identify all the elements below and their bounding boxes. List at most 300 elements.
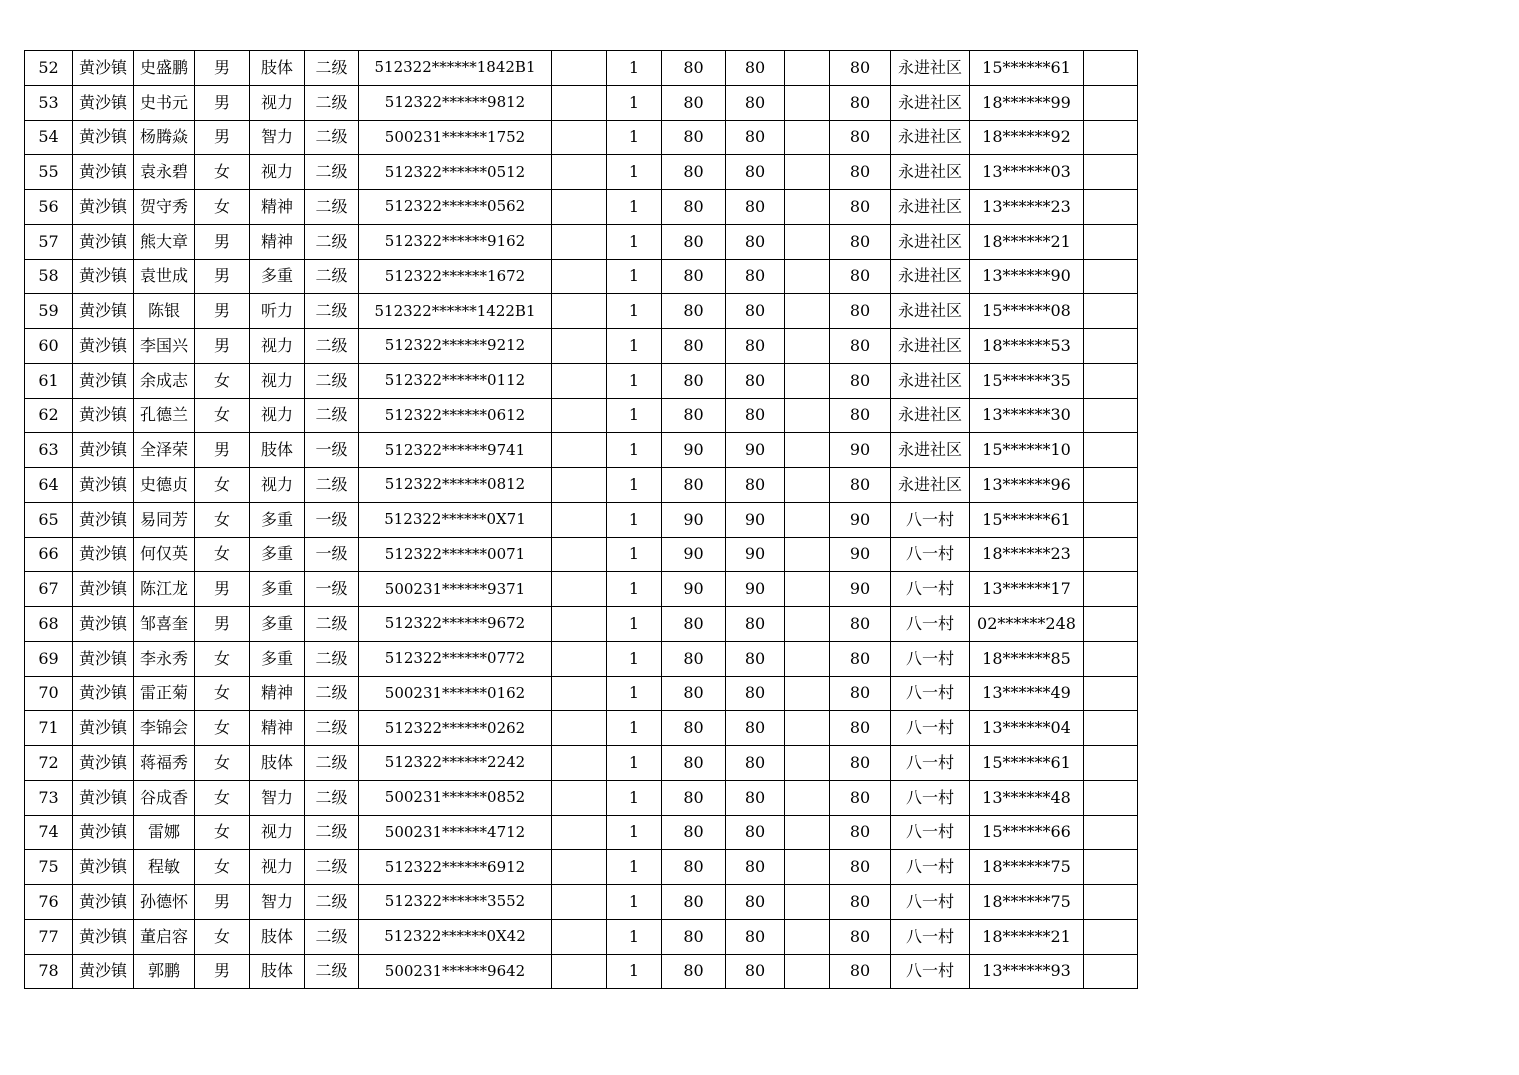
cell-gender: 女 [195, 190, 250, 225]
cell-amount-total: 80 [830, 120, 891, 155]
cell-remark [1084, 190, 1138, 225]
cell-name: 雷正菊 [134, 676, 195, 711]
cell-blank-col-2 [785, 780, 830, 815]
cell-community: 永进社区 [891, 190, 970, 225]
cell-name: 何仅英 [134, 537, 195, 572]
cell-blank-col [552, 746, 607, 781]
cell-blank-col-2 [785, 885, 830, 920]
cell-blank-col [552, 850, 607, 885]
cell-row-number: 64 [25, 468, 73, 503]
cell-gender: 女 [195, 398, 250, 433]
cell-blank-col [552, 433, 607, 468]
cell-row-number: 77 [25, 919, 73, 954]
cell-remark [1084, 85, 1138, 120]
cell-amount-a: 80 [662, 746, 726, 781]
cell-amount-b: 80 [726, 51, 785, 86]
cell-id-number: 500231******1752 [359, 120, 552, 155]
cell-disability-type: 肢体 [250, 51, 305, 86]
cell-amount-b: 90 [726, 433, 785, 468]
cell-row-number: 59 [25, 294, 73, 329]
cell-blank-col [552, 815, 607, 850]
cell-blank-col [552, 468, 607, 503]
cell-count: 1 [607, 780, 662, 815]
cell-amount-b: 80 [726, 850, 785, 885]
table-body [25, 51, 1138, 989]
cell-disability-level: 一级 [305, 572, 359, 607]
cell-name: 李国兴 [134, 329, 195, 364]
cell-phone: 18******99 [970, 85, 1084, 120]
cell-row-number: 58 [25, 259, 73, 294]
cell-disability-level: 二级 [305, 329, 359, 364]
cell-phone: 15******66 [970, 815, 1084, 850]
cell-amount-a: 80 [662, 155, 726, 190]
cell-blank-col [552, 607, 607, 642]
cell-amount-b: 90 [726, 572, 785, 607]
cell-amount-a: 80 [662, 676, 726, 711]
cell-town: 黄沙镇 [73, 502, 134, 537]
cell-disability-type: 视力 [250, 850, 305, 885]
cell-id-number: 500231******0852 [359, 780, 552, 815]
cell-blank-col [552, 641, 607, 676]
cell-disability-level: 二级 [305, 919, 359, 954]
cell-gender: 男 [195, 224, 250, 259]
cell-phone: 15******35 [970, 363, 1084, 398]
cell-amount-a: 80 [662, 51, 726, 86]
cell-town: 黄沙镇 [73, 676, 134, 711]
table-row [25, 746, 1138, 781]
cell-disability-type: 肢体 [250, 433, 305, 468]
cell-amount-b: 80 [726, 641, 785, 676]
cell-blank-col [552, 919, 607, 954]
cell-remark [1084, 224, 1138, 259]
cell-name: 袁世成 [134, 259, 195, 294]
cell-phone: 13******48 [970, 780, 1084, 815]
cell-disability-level: 二级 [305, 224, 359, 259]
cell-blank-col [552, 51, 607, 86]
cell-disability-level: 一级 [305, 433, 359, 468]
cell-row-number: 53 [25, 85, 73, 120]
cell-disability-level: 二级 [305, 676, 359, 711]
cell-row-number: 72 [25, 746, 73, 781]
cell-disability-type: 视力 [250, 398, 305, 433]
cell-remark [1084, 155, 1138, 190]
cell-amount-b: 80 [726, 294, 785, 329]
cell-row-number: 67 [25, 572, 73, 607]
cell-blank-col-2 [785, 572, 830, 607]
cell-remark [1084, 607, 1138, 642]
cell-disability-level: 二级 [305, 190, 359, 225]
cell-gender: 女 [195, 919, 250, 954]
cell-amount-total: 80 [830, 954, 891, 989]
cell-community: 永进社区 [891, 294, 970, 329]
cell-amount-a: 80 [662, 954, 726, 989]
cell-town: 黄沙镇 [73, 850, 134, 885]
cell-row-number: 73 [25, 780, 73, 815]
cell-amount-total: 80 [830, 85, 891, 120]
cell-town: 黄沙镇 [73, 711, 134, 746]
cell-community: 八一村 [891, 885, 970, 920]
cell-blank-col-2 [785, 537, 830, 572]
cell-community: 八一村 [891, 746, 970, 781]
cell-disability-type: 精神 [250, 224, 305, 259]
cell-town: 黄沙镇 [73, 85, 134, 120]
cell-amount-total: 80 [830, 885, 891, 920]
cell-row-number: 76 [25, 885, 73, 920]
cell-town: 黄沙镇 [73, 51, 134, 86]
cell-community: 八一村 [891, 919, 970, 954]
cell-phone: 15******08 [970, 294, 1084, 329]
cell-disability-level: 二级 [305, 294, 359, 329]
cell-name: 贺守秀 [134, 190, 195, 225]
cell-amount-a: 80 [662, 190, 726, 225]
cell-blank-col [552, 885, 607, 920]
cell-blank-col [552, 190, 607, 225]
cell-community: 永进社区 [891, 51, 970, 86]
cell-row-number: 63 [25, 433, 73, 468]
cell-remark [1084, 641, 1138, 676]
cell-phone: 18******53 [970, 329, 1084, 364]
cell-count: 1 [607, 363, 662, 398]
cell-disability-level: 二级 [305, 85, 359, 120]
table-row [25, 329, 1138, 364]
cell-name: 孙德怀 [134, 885, 195, 920]
table-row [25, 259, 1138, 294]
cell-town: 黄沙镇 [73, 885, 134, 920]
cell-name: 郭鹏 [134, 954, 195, 989]
cell-disability-type: 多重 [250, 259, 305, 294]
cell-gender: 女 [195, 780, 250, 815]
cell-id-number: 512322******9741 [359, 433, 552, 468]
cell-amount-total: 90 [830, 433, 891, 468]
cell-amount-b: 80 [726, 329, 785, 364]
cell-name: 邹喜奎 [134, 607, 195, 642]
cell-row-number: 57 [25, 224, 73, 259]
table-row [25, 850, 1138, 885]
cell-amount-b: 80 [726, 259, 785, 294]
cell-phone: 13******49 [970, 676, 1084, 711]
cell-town: 黄沙镇 [73, 155, 134, 190]
cell-disability-level: 二级 [305, 954, 359, 989]
cell-phone: 15******61 [970, 502, 1084, 537]
cell-row-number: 54 [25, 120, 73, 155]
cell-blank-col [552, 502, 607, 537]
cell-remark [1084, 954, 1138, 989]
cell-amount-total: 80 [830, 51, 891, 86]
cell-blank-col-2 [785, 329, 830, 364]
cell-name: 谷成香 [134, 780, 195, 815]
cell-blank-col-2 [785, 954, 830, 989]
cell-disability-type: 视力 [250, 155, 305, 190]
cell-count: 1 [607, 224, 662, 259]
cell-id-number: 512322******9812 [359, 85, 552, 120]
cell-phone: 02******248 [970, 607, 1084, 642]
cell-row-number: 55 [25, 155, 73, 190]
cell-community: 永进社区 [891, 155, 970, 190]
table-row [25, 502, 1138, 537]
cell-community: 八一村 [891, 815, 970, 850]
cell-id-number: 512322******0562 [359, 190, 552, 225]
cell-amount-total: 80 [830, 224, 891, 259]
cell-count: 1 [607, 641, 662, 676]
cell-gender: 女 [195, 641, 250, 676]
cell-disability-level: 二级 [305, 51, 359, 86]
table-row [25, 433, 1138, 468]
cell-amount-a: 80 [662, 711, 726, 746]
cell-disability-level: 二级 [305, 363, 359, 398]
cell-count: 1 [607, 433, 662, 468]
cell-gender: 女 [195, 815, 250, 850]
cell-amount-a: 90 [662, 537, 726, 572]
cell-blank-col-2 [785, 120, 830, 155]
cell-row-number: 65 [25, 502, 73, 537]
cell-remark [1084, 329, 1138, 364]
cell-blank-col [552, 85, 607, 120]
cell-gender: 男 [195, 572, 250, 607]
cell-town: 黄沙镇 [73, 537, 134, 572]
cell-phone: 13******30 [970, 398, 1084, 433]
cell-community: 八一村 [891, 780, 970, 815]
cell-disability-level: 一级 [305, 502, 359, 537]
cell-disability-level: 二级 [305, 398, 359, 433]
cell-phone: 13******93 [970, 954, 1084, 989]
cell-name: 孔德兰 [134, 398, 195, 433]
cell-phone: 13******96 [970, 468, 1084, 503]
cell-disability-level: 二级 [305, 607, 359, 642]
cell-amount-b: 80 [726, 363, 785, 398]
cell-amount-total: 80 [830, 398, 891, 433]
cell-amount-total: 90 [830, 502, 891, 537]
cell-phone: 13******03 [970, 155, 1084, 190]
cell-amount-a: 80 [662, 224, 726, 259]
table-row [25, 954, 1138, 989]
cell-community: 八一村 [891, 572, 970, 607]
cell-gender: 男 [195, 259, 250, 294]
cell-gender: 男 [195, 329, 250, 364]
cell-amount-b: 80 [726, 85, 785, 120]
cell-blank-col [552, 780, 607, 815]
cell-town: 黄沙镇 [73, 572, 134, 607]
cell-phone: 18******85 [970, 641, 1084, 676]
cell-blank-col-2 [785, 468, 830, 503]
cell-disability-level: 二级 [305, 259, 359, 294]
cell-blank-col [552, 294, 607, 329]
cell-name: 余成志 [134, 363, 195, 398]
cell-phone: 18******23 [970, 537, 1084, 572]
cell-blank-col-2 [785, 51, 830, 86]
cell-amount-total: 80 [830, 780, 891, 815]
cell-amount-total: 80 [830, 363, 891, 398]
cell-blank-col-2 [785, 641, 830, 676]
table-row [25, 120, 1138, 155]
cell-remark [1084, 51, 1138, 86]
cell-name: 袁永碧 [134, 155, 195, 190]
cell-row-number: 60 [25, 329, 73, 364]
cell-id-number: 500231******0162 [359, 676, 552, 711]
cell-community: 永进社区 [891, 433, 970, 468]
cell-amount-a: 80 [662, 294, 726, 329]
cell-id-number: 512322******0X42 [359, 919, 552, 954]
cell-count: 1 [607, 711, 662, 746]
cell-blank-col-2 [785, 607, 830, 642]
cell-id-number: 512322******0071 [359, 537, 552, 572]
cell-phone: 18******75 [970, 885, 1084, 920]
cell-blank-col [552, 155, 607, 190]
cell-name: 史盛鹏 [134, 51, 195, 86]
cell-amount-b: 80 [726, 224, 785, 259]
cell-count: 1 [607, 51, 662, 86]
cell-amount-a: 80 [662, 329, 726, 364]
cell-town: 黄沙镇 [73, 120, 134, 155]
cell-amount-total: 80 [830, 190, 891, 225]
cell-count: 1 [607, 502, 662, 537]
cell-id-number: 500231******4712 [359, 815, 552, 850]
cell-gender: 女 [195, 850, 250, 885]
cell-disability-type: 智力 [250, 885, 305, 920]
cell-remark [1084, 815, 1138, 850]
cell-amount-b: 80 [726, 954, 785, 989]
cell-count: 1 [607, 155, 662, 190]
table-row [25, 398, 1138, 433]
cell-amount-a: 80 [662, 120, 726, 155]
cell-id-number: 512322******9672 [359, 607, 552, 642]
cell-remark [1084, 711, 1138, 746]
cell-blank-col [552, 572, 607, 607]
cell-amount-total: 80 [830, 746, 891, 781]
table-row [25, 676, 1138, 711]
cell-disability-level: 二级 [305, 641, 359, 676]
cell-amount-b: 80 [726, 190, 785, 225]
cell-phone: 13******90 [970, 259, 1084, 294]
cell-count: 1 [607, 259, 662, 294]
cell-town: 黄沙镇 [73, 919, 134, 954]
cell-amount-a: 80 [662, 363, 726, 398]
cell-amount-total: 80 [830, 711, 891, 746]
cell-amount-b: 80 [726, 607, 785, 642]
table-row [25, 294, 1138, 329]
cell-blank-col [552, 537, 607, 572]
cell-gender: 男 [195, 954, 250, 989]
cell-community: 八一村 [891, 954, 970, 989]
cell-id-number: 512322******1672 [359, 259, 552, 294]
cell-town: 黄沙镇 [73, 433, 134, 468]
cell-id-number: 500231******9642 [359, 954, 552, 989]
table-row [25, 815, 1138, 850]
cell-disability-level: 二级 [305, 850, 359, 885]
cell-amount-b: 90 [726, 502, 785, 537]
cell-gender: 女 [195, 537, 250, 572]
cell-phone: 13******04 [970, 711, 1084, 746]
cell-disability-type: 视力 [250, 363, 305, 398]
cell-blank-col-2 [785, 85, 830, 120]
cell-gender: 男 [195, 51, 250, 86]
cell-town: 黄沙镇 [73, 329, 134, 364]
cell-phone: 15******61 [970, 746, 1084, 781]
cell-blank-col-2 [785, 676, 830, 711]
cell-count: 1 [607, 850, 662, 885]
cell-name: 杨腾焱 [134, 120, 195, 155]
cell-amount-b: 80 [726, 885, 785, 920]
cell-gender: 男 [195, 85, 250, 120]
cell-amount-a: 80 [662, 607, 726, 642]
cell-row-number: 61 [25, 363, 73, 398]
cell-remark [1084, 780, 1138, 815]
cell-gender: 女 [195, 711, 250, 746]
cell-amount-total: 80 [830, 468, 891, 503]
cell-remark [1084, 502, 1138, 537]
cell-community: 八一村 [891, 502, 970, 537]
cell-disability-type: 视力 [250, 85, 305, 120]
cell-blank-col [552, 259, 607, 294]
cell-id-number: 512322******9162 [359, 224, 552, 259]
cell-name: 雷娜 [134, 815, 195, 850]
cell-name: 史德贞 [134, 468, 195, 503]
table-row [25, 780, 1138, 815]
cell-town: 黄沙镇 [73, 780, 134, 815]
cell-amount-b: 90 [726, 537, 785, 572]
cell-count: 1 [607, 919, 662, 954]
cell-disability-level: 二级 [305, 746, 359, 781]
cell-gender: 女 [195, 676, 250, 711]
cell-amount-b: 80 [726, 120, 785, 155]
cell-amount-total: 80 [830, 676, 891, 711]
cell-community: 永进社区 [891, 398, 970, 433]
table-row [25, 537, 1138, 572]
cell-id-number: 512322******0772 [359, 641, 552, 676]
cell-community: 永进社区 [891, 363, 970, 398]
cell-amount-b: 80 [726, 468, 785, 503]
cell-name: 陈银 [134, 294, 195, 329]
cell-count: 1 [607, 120, 662, 155]
cell-amount-b: 80 [726, 780, 785, 815]
cell-gender: 女 [195, 502, 250, 537]
cell-disability-type: 视力 [250, 468, 305, 503]
cell-blank-col-2 [785, 502, 830, 537]
cell-amount-a: 90 [662, 502, 726, 537]
table-row [25, 468, 1138, 503]
cell-id-number: 512322******6912 [359, 850, 552, 885]
cell-name: 程敏 [134, 850, 195, 885]
cell-amount-a: 80 [662, 641, 726, 676]
cell-amount-b: 80 [726, 815, 785, 850]
cell-blank-col [552, 120, 607, 155]
cell-amount-total: 90 [830, 537, 891, 572]
cell-remark [1084, 259, 1138, 294]
cell-blank-col-2 [785, 294, 830, 329]
cell-disability-type: 精神 [250, 190, 305, 225]
cell-disability-type: 智力 [250, 120, 305, 155]
cell-blank-col [552, 329, 607, 364]
cell-amount-total: 80 [830, 641, 891, 676]
cell-town: 黄沙镇 [73, 468, 134, 503]
cell-id-number: 512322******1842B1 [359, 51, 552, 86]
cell-community: 八一村 [891, 711, 970, 746]
cell-town: 黄沙镇 [73, 190, 134, 225]
cell-row-number: 52 [25, 51, 73, 86]
cell-row-number: 71 [25, 711, 73, 746]
cell-town: 黄沙镇 [73, 294, 134, 329]
cell-town: 黄沙镇 [73, 363, 134, 398]
cell-phone: 18******21 [970, 919, 1084, 954]
cell-remark [1084, 363, 1138, 398]
cell-amount-a: 80 [662, 85, 726, 120]
cell-id-number: 512322******0812 [359, 468, 552, 503]
cell-town: 黄沙镇 [73, 954, 134, 989]
cell-phone: 13******23 [970, 190, 1084, 225]
cell-remark [1084, 919, 1138, 954]
cell-community: 永进社区 [891, 329, 970, 364]
cell-remark [1084, 676, 1138, 711]
cell-blank-col [552, 398, 607, 433]
